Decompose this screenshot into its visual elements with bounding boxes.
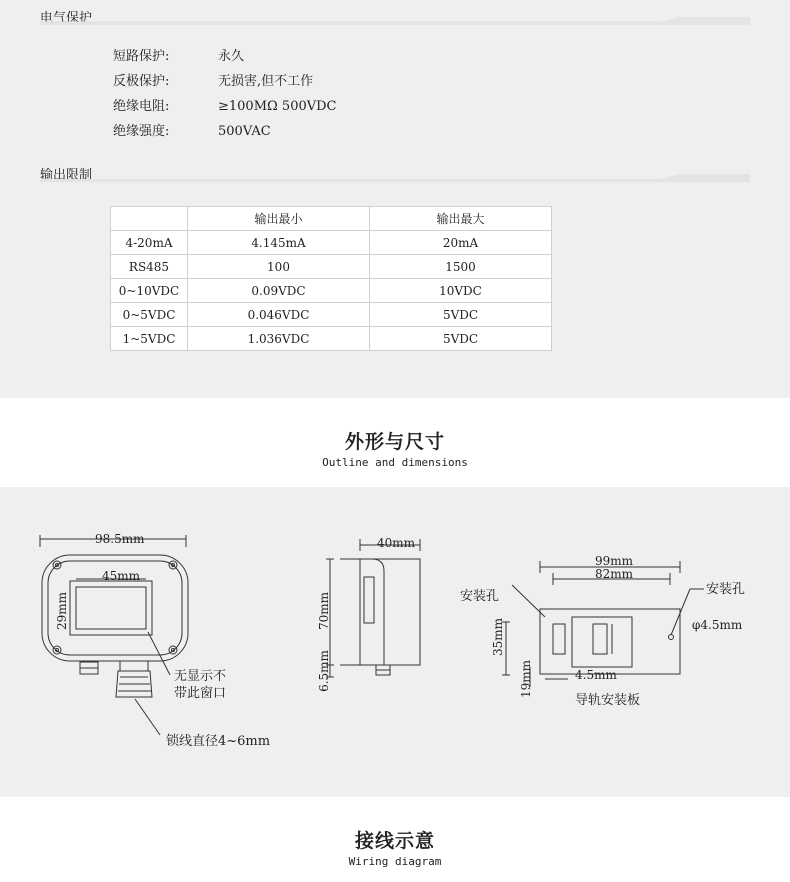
no-display-note-line2: 带此窗口	[174, 686, 227, 701]
output-limits-table	[110, 206, 552, 351]
table-cell: 0~5VDC	[111, 303, 188, 327]
heading-rule	[40, 17, 750, 25]
table-cell: 1~5VDC	[111, 327, 188, 351]
rail-offset-label: 4.5mm	[575, 668, 617, 682]
column-header	[111, 207, 188, 231]
rail-inner-label: 82mm	[595, 567, 634, 581]
hole-diameter-label: φ4.5mm	[692, 618, 743, 632]
spec-label: 短路保护:	[113, 49, 170, 64]
no-display-note-line1: 无显示不	[174, 669, 227, 684]
heading-rule	[40, 174, 750, 182]
table-cell: 0.09VDC	[188, 279, 370, 303]
rail-height-label: 35mm	[491, 617, 505, 657]
dimensions-title-cn: 外形与尺寸	[344, 431, 445, 453]
column-header: 输出最小	[188, 207, 370, 231]
front-view-drawing	[40, 535, 188, 735]
rail-base-label: 19mm	[519, 659, 533, 699]
spec-label: 绝缘强度:	[113, 124, 170, 139]
window-width-label: 45mm	[102, 569, 141, 583]
spec-value: 无损害,但不工作	[218, 74, 314, 89]
side-height-label: 70mm	[317, 591, 331, 631]
table-row	[111, 279, 552, 303]
table-cell: 0.046VDC	[188, 303, 370, 327]
spec-label: 反极保护:	[113, 74, 170, 89]
rail-outer-label: 99mm	[595, 554, 634, 568]
spec-value: 永久	[218, 49, 245, 64]
dimensions-title	[0, 427, 790, 469]
side-depth-label: 40mm	[377, 536, 416, 550]
spec-row	[113, 44, 337, 69]
table-cell: 1500	[370, 255, 552, 279]
spec-row	[113, 69, 337, 94]
wiring-title-cn: 接线示意	[354, 830, 435, 852]
table-cell: 20mA	[370, 231, 552, 255]
window-height-label: 29mm	[55, 591, 69, 631]
electrical-spec-list	[113, 44, 337, 144]
dimension-drawings	[0, 487, 790, 797]
output-limits-heading: 输出限制	[40, 168, 93, 183]
table-row	[111, 303, 552, 327]
table-row	[111, 327, 552, 351]
table-cell: 0~10VDC	[111, 279, 188, 303]
table-cell: 5VDC	[370, 303, 552, 327]
table-cell: RS485	[111, 255, 188, 279]
spec-label: 绝缘电阻:	[113, 99, 170, 114]
spec-row	[113, 94, 337, 119]
electrical-protection-heading: 电气保护	[40, 11, 93, 26]
gland-diameter-label: 锁线直径4~6mm	[166, 734, 271, 749]
table-cell: 4.145mA	[188, 231, 370, 255]
wiring-title	[0, 826, 790, 868]
spec-row	[113, 119, 337, 144]
rail-plate-label: 导轨安装板	[575, 693, 641, 708]
table-row	[111, 231, 552, 255]
wiring-title-en: Wiring diagram	[348, 855, 442, 868]
side-bottom-label: 6.5mm	[317, 650, 331, 692]
table-cell: 5VDC	[370, 327, 552, 351]
mount-hole-right-label: 安装孔	[706, 582, 746, 597]
spec-value: ≥100MΩ 500VDC	[218, 99, 337, 114]
front-width-label: 98.5mm	[95, 532, 145, 546]
table-cell: 1.036VDC	[188, 327, 370, 351]
dimensions-title-en: Outline and dimensions	[322, 456, 468, 469]
table-row	[111, 255, 552, 279]
table-cell: 4-20mA	[111, 231, 188, 255]
side-view-drawing	[326, 539, 420, 677]
table-cell: 10VDC	[370, 279, 552, 303]
table-cell: 100	[188, 255, 370, 279]
mount-hole-left-label: 安装孔	[460, 589, 500, 604]
column-header: 输出最大	[370, 207, 552, 231]
table-header-row	[111, 207, 552, 231]
spec-value: 500VAC	[218, 124, 271, 139]
